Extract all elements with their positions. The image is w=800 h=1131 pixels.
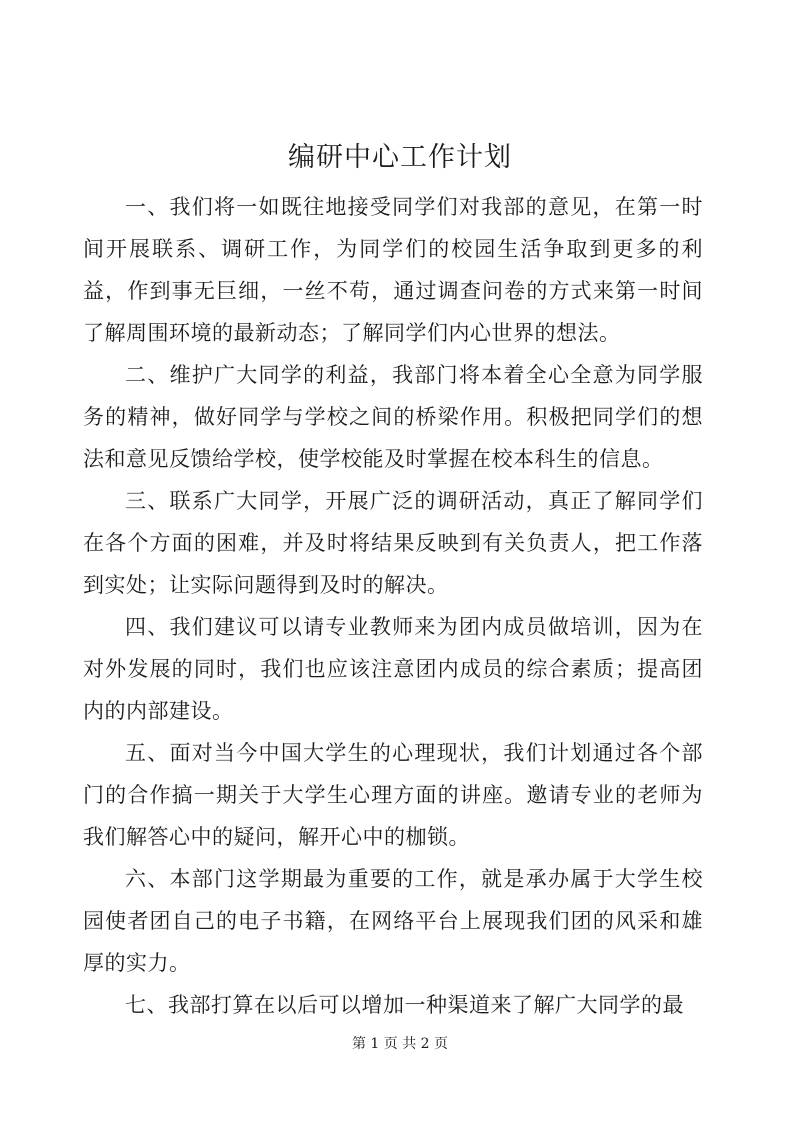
paragraph-1: 一、我们将一如既往地接受同学们对我部的意见，在第一时间开展联系、调研工作，为同学们的校园生活争取到更多的利益，作到事无巨细，一丝不苟，通过调查问卷的方式来第一时间了解周围环境的最新动态；了解同学们内心世界的想法。 (83, 195, 703, 345)
paragraph-3: 三、联系广大同学，开展广泛的调研活动，真正了解同学们在各个方面的困难，并及时将结果反映到有关负责人，把工作落到实处；让实际问题得到及时的解决。 (83, 489, 703, 597)
paragraph-6: 六、本部门这学期最为重要的工作，就是承办属于大学生校园使者团自己的电子书籍，在网络平台上展现我们团的风采和雄厚的实力。 (83, 867, 703, 975)
paragraph-2: 二、维护广大同学的利益，我部门将本着全心全意为同学服务的精神，做好同学与学校之间的桥梁作用。积极把同学们的想法和意见反馈给学校，使学校能及时掌握在校本科生的信息。 (83, 363, 703, 471)
paragraph-4: 四、我们建议可以请专业教师来为团内成员做培训，因为在对外发展的同时，我们也应该注意团内成员的综合素质；提高团内的内部建设。 (83, 615, 703, 723)
paragraph-7: 七、我部打算在以后可以增加一种渠道来了解广大同学的最 (125, 993, 684, 1017)
page-footer: 第 1 页 共 2 页 (351, 1036, 449, 1052)
paragraph-5: 五、面对当今中国大学生的心理现状，我们计划通过各个部门的合作搞一期关于大学生心理方面的讲座。邀请专业的老师为我们解答心中的疑问，解开心中的枷锁。 (83, 741, 703, 849)
document-body (83, 186, 703, 1026)
document-title: 编研中心工作计划 (288, 142, 512, 173)
